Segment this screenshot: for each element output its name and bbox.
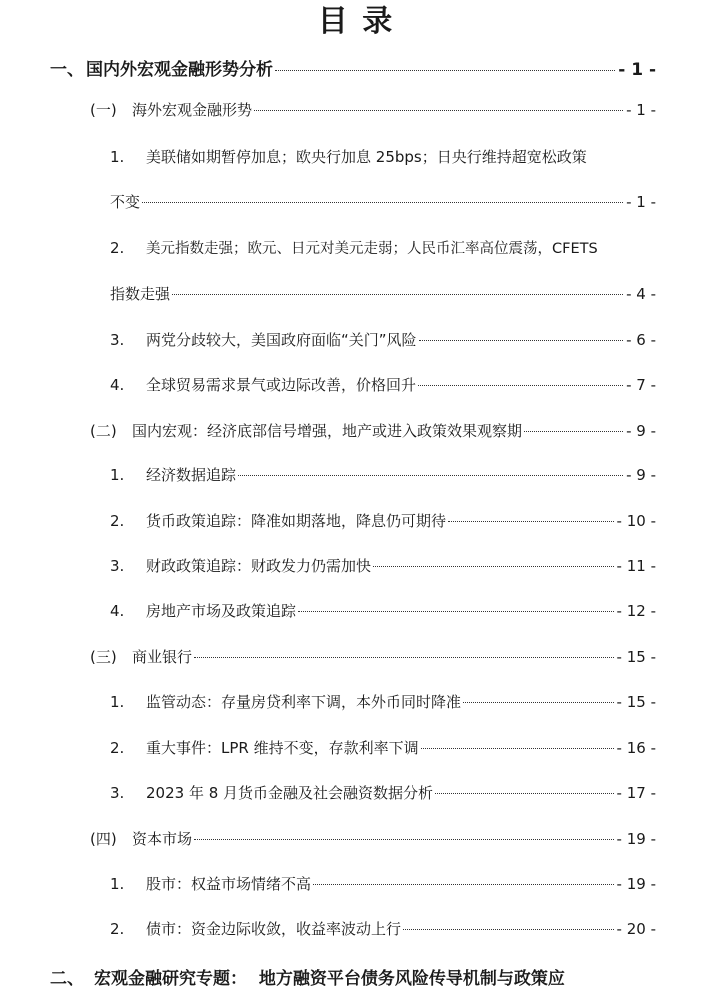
toc-entry-item-1-1[interactable]: [110, 146, 656, 167]
toc-entry-title: 美联储如期暂停加息；欧央行加息 25bps；日央行维持超宽松政策: [146, 148, 587, 166]
toc-entry-title: 债市：资金边际收敛，收益率波动上行: [146, 920, 402, 938]
toc-leader-dots: [172, 294, 623, 295]
toc-page-number: - 20 -: [616, 920, 656, 938]
toc-leader-dots: [373, 566, 614, 567]
toc-leader-dots: [142, 202, 623, 203]
toc-entry-title: 国内外宏观金融形势分析: [86, 60, 273, 80]
toc-entry-title: 房地产市场及政策追踪: [146, 602, 297, 620]
toc-leader-dots: [435, 793, 614, 794]
toc-leader-dots: [298, 611, 614, 612]
toc-entry-item-3-1[interactable]: [110, 691, 656, 712]
toc-page-number: - 1 -: [626, 101, 656, 119]
toc-entry-number: 1.: [110, 875, 125, 893]
toc-entry-number: 3.: [110, 784, 125, 802]
toc-entry-item-3-3[interactable]: [110, 782, 656, 803]
toc-page-number: - 15 -: [616, 648, 656, 666]
toc-entry-number: 3.: [110, 331, 125, 349]
toc-entry-item-3-2[interactable]: [110, 737, 656, 758]
toc-entry-number: 2.: [110, 239, 125, 257]
page-title: 目 录: [317, 4, 395, 39]
toc-entry-item-4-2[interactable]: [110, 918, 656, 939]
toc-entry-number: 1.: [110, 466, 125, 484]
toc-leader-dots: [275, 70, 615, 71]
toc-leader-dots: [403, 929, 614, 930]
toc-entry-number: 2.: [110, 920, 125, 938]
toc-leader-dots: [419, 340, 624, 341]
toc-entry-item-1-4[interactable]: [110, 374, 656, 395]
toc-page-number: - 17 -: [616, 784, 656, 802]
toc-entry-item-4-1[interactable]: [110, 873, 656, 894]
toc-entry-section-4[interactable]: [90, 828, 656, 849]
toc-entry-title: 国内宏观：经济底部信号增强，地产或进入政策效果观察期: [132, 422, 523, 440]
toc-entry-item-2-4[interactable]: [110, 600, 656, 621]
toc-leader-dots: [418, 385, 623, 386]
toc-entry-title: 股市：权益市场情绪不高: [146, 875, 312, 893]
toc-entry-title: 资本市场: [132, 830, 193, 848]
toc-page-number: - 10 -: [616, 512, 656, 530]
toc-page-number: - 4 -: [626, 285, 656, 303]
toc-page-number: - 19 -: [616, 875, 656, 893]
toc-page-number: - 12 -: [616, 602, 656, 620]
toc-entry-number: 3.: [110, 557, 125, 575]
toc-entry-section-1[interactable]: [90, 99, 656, 120]
toc-entry-number: (一): [90, 101, 117, 119]
toc-entry-number: 二、: [50, 969, 84, 989]
toc-entry-number: (三): [90, 648, 117, 666]
toc-entry-title: 商业银行: [132, 648, 193, 666]
toc-leader-dots: [313, 884, 614, 885]
toc-entry-title: 全球贸易需求景气或边际改善，价格回升: [146, 376, 417, 394]
toc-entry-title: 监管动态：存量房贷利率下调，本外币同时降准: [146, 693, 462, 711]
toc-entry-number: 4.: [110, 376, 125, 394]
toc-entry-title: 重大事件：LPR 维持不变，存款利率下调: [146, 739, 419, 757]
toc-leader-dots: [463, 702, 614, 703]
toc-page-number: - 9 -: [626, 466, 656, 484]
toc-leader-dots: [254, 110, 623, 111]
toc-entry-title: 宏观金融研究专题： 地方融资平台债务风险传导机制与政策应: [94, 969, 565, 989]
toc-leader-dots: [524, 431, 623, 432]
toc-entry-title: 海外宏观金融形势: [132, 101, 253, 119]
toc-leader-dots: [238, 475, 623, 476]
toc-entry-number: 2.: [110, 512, 125, 530]
toc-page-number: - 1 -: [618, 60, 656, 80]
toc-leader-dots: [194, 839, 614, 840]
toc-leader-dots: [421, 748, 614, 749]
toc-page-number: - 16 -: [616, 739, 656, 757]
toc-page-number: - 6 -: [626, 331, 656, 349]
toc-entry-title: 美元指数走强；欧元、日元对美元走弱；人民币汇率高位震荡，CFETS: [146, 241, 598, 257]
toc-entry-number: (四): [90, 830, 117, 848]
toc-entry-chapter-1[interactable]: [50, 55, 656, 80]
toc-entry-title-continued: 不变: [110, 193, 141, 211]
toc-entry-title: 两党分歧较大，美国政府面临“关门”风险: [146, 331, 417, 349]
toc-entry-number: 1.: [110, 693, 125, 711]
toc-entry-title: 2023 年 8 月货币金融及社会融资数据分析: [146, 784, 434, 802]
toc-leader-dots: [194, 657, 614, 658]
toc-entry-item-1-2[interactable]: [110, 237, 656, 258]
toc-entry-number: 一、: [50, 60, 84, 80]
toc-entry-number: 1.: [110, 148, 125, 166]
toc-entry-number: 2.: [110, 739, 125, 757]
toc-entry-item-1-1-continued[interactable]: [110, 191, 656, 212]
toc-page-number: - 1 -: [626, 193, 656, 211]
toc-page-number: - 11 -: [616, 557, 656, 575]
toc-entry-number: (二): [90, 422, 117, 440]
toc-page-number: - 19 -: [616, 830, 656, 848]
toc-entry-item-1-2-continued[interactable]: [110, 283, 656, 304]
toc-entry-title: 经济数据追踪: [146, 466, 237, 484]
toc-leader-dots: [448, 521, 614, 522]
toc-entry-section-2[interactable]: [90, 420, 656, 441]
toc-entry-item-2-1[interactable]: [110, 464, 656, 485]
toc-page-number: - 15 -: [616, 693, 656, 711]
toc-entry-title-continued: 指数走强: [110, 285, 171, 303]
toc-entry-number: 4.: [110, 602, 125, 620]
toc-page-number: - 9 -: [626, 422, 656, 440]
toc-entry-title: 货币政策追踪：降准如期落地，降息仍可期待: [146, 512, 447, 530]
toc-entry-item-2-2[interactable]: [110, 510, 656, 531]
toc-page-number: - 7 -: [626, 376, 656, 394]
toc-entry-title: 财政政策追踪：财政发力仍需加快: [146, 557, 372, 575]
toc-entry-chapter-2[interactable]: [50, 964, 690, 989]
toc-entry-item-1-3[interactable]: [110, 329, 656, 350]
toc-entry-item-2-3[interactable]: [110, 555, 656, 576]
toc-entry-section-3[interactable]: [90, 646, 656, 667]
